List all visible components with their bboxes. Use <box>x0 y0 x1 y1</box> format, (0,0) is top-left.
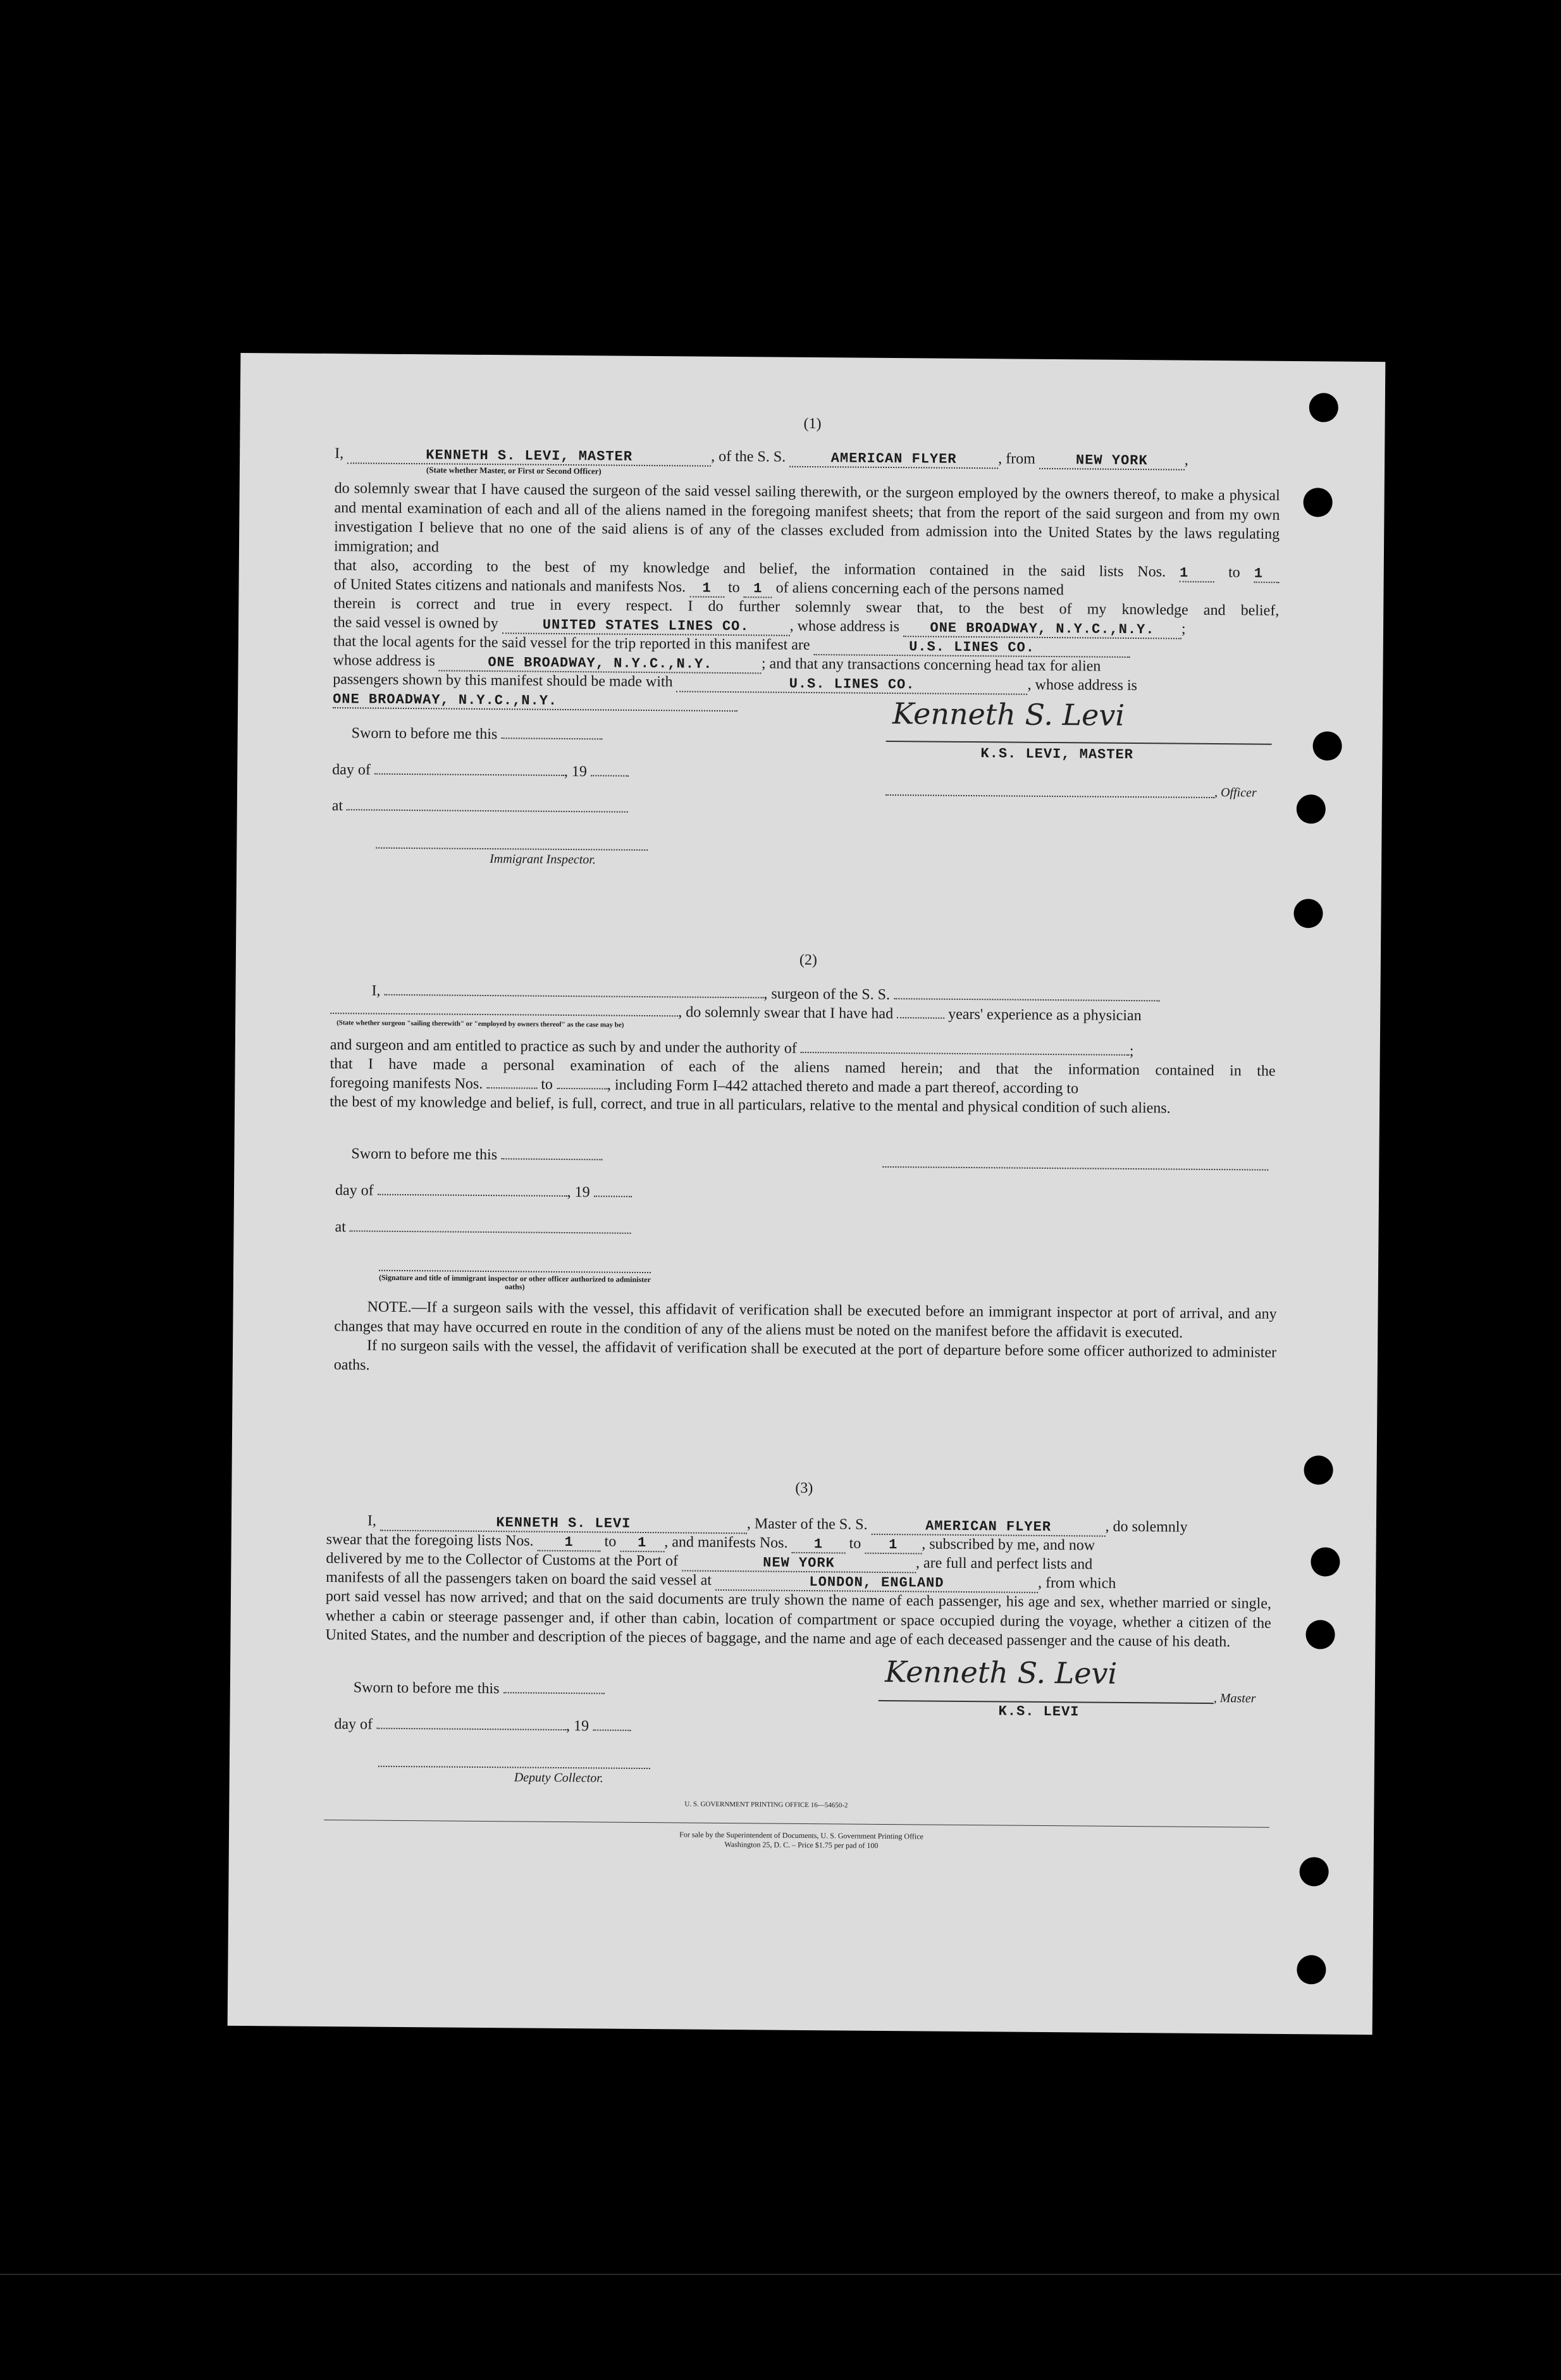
s1-headtax-line: passengers shown by this manifest should be made with U.S. LINES CO. , whose address is <box>333 671 1138 694</box>
s2-years-field <box>897 1017 944 1019</box>
footer-rule <box>324 1820 1269 1828</box>
s2-authority-field <box>801 1052 1130 1056</box>
s3-day-line: day of , 19 <box>334 1715 713 1737</box>
agents-address-field: ONE BROADWAY, N.Y.C.,N.Y. <box>439 655 762 674</box>
s2-signature-rule <box>882 1166 1268 1171</box>
s3-lists-from-field: 1 <box>537 1535 600 1552</box>
s2-at-line: at <box>335 1218 714 1240</box>
s1-agents-address-line: whose address is ONE BROADWAY, N.Y.C.,N.Y. ; and that any transactions concerning head tax for alien <box>333 652 1101 675</box>
punch-hole <box>1311 1547 1340 1576</box>
punch-hole <box>1304 1455 1333 1484</box>
s3-manifests-to-field: 1 <box>865 1538 922 1555</box>
sale-line-2: Washington 25, D. C. – Price $1.75 per pad of 100 <box>724 1840 879 1850</box>
s2-day-field <box>378 1194 567 1197</box>
s2-surgeon-name-field <box>384 994 763 999</box>
s3-origin-line: manifests of all the passengers taken on board the said vessel at LONDON, ENGLAND , from which <box>326 1568 1271 1595</box>
gpo-imprint: U. S. GOVERNMENT PRINTING OFFICE 16—54650-2 <box>684 1800 848 1810</box>
s2-year-field <box>594 1195 632 1197</box>
s1-officer-rule <box>885 794 1214 798</box>
s1-inspector-caption: Immigrant Inspector. <box>490 852 596 867</box>
s3-master-label: , Master <box>1213 1691 1256 1706</box>
s2-note: NOTE.—If a surgeon sails with the vessel, this affidavit of verification shall be executed before an immigrant inspector at port of arrival, and any changes that may have occurred en route in the condition of any of the aliens must be noted on the manifest before the affidavit is executed. If no surgeon sails with the vessel, the affidavit of verification shall be executed at the port of departure before some officer authorized to administer oaths. <box>333 1298 1277 1374</box>
s2-ship-field <box>894 998 1159 1001</box>
punch-hole <box>1297 794 1326 823</box>
s3-port-field: NEW YORK <box>682 1555 916 1573</box>
s2-surgeon-note: (State whether surgeon "sailing therewith" or "employed by owners thereof" as the case may be) <box>336 1019 624 1029</box>
agents-field: U.S. LINES CO. <box>813 639 1130 658</box>
port-field: NEW YORK <box>1039 453 1185 471</box>
s1-at-field <box>347 809 628 812</box>
punch-hole <box>1297 1955 1326 1984</box>
section-3-number: (3) <box>795 1479 813 1497</box>
headtax-address-field: ONE BROADWAY, N.Y.C.,N.Y. <box>333 692 737 712</box>
master-name-field: KENNETH S. LEVI, MASTER <box>347 447 711 467</box>
sale-line-1: For sale by the Superintendent of Documents, U. S. Government Printing Office <box>679 1830 923 1841</box>
punch-hole <box>1299 1857 1328 1886</box>
s3-lists-line: swear that the foregoing lists Nos. 1 to 1 , and manifests Nos. 1 to 1 , subscribed by me, and now <box>326 1531 1095 1554</box>
s1-inspector-rule <box>376 848 648 851</box>
s1-sworn-line: Sworn to before me this <box>352 724 731 746</box>
ship-name-field: AMERICAN FLYER <box>789 451 998 469</box>
s1-signature: Kenneth S. Levi <box>892 696 1125 732</box>
s2-manifests-from-field <box>486 1087 537 1089</box>
s1-citizens-line: of United States citizens and nationals and manifests Nos. 1 to 1 of aliens concerning each of the persons named <box>333 576 1064 599</box>
headtax-company-field: U.S. LINES CO. <box>676 675 1027 694</box>
s3-year-field <box>593 1729 631 1730</box>
s2-at-field <box>350 1230 631 1233</box>
s3-signature: Kenneth S. Levi <box>884 1654 1118 1691</box>
note-label: NOTE. <box>367 1298 412 1316</box>
s1-day-line: day of , 19 <box>332 760 712 782</box>
section-2-number: (2) <box>799 951 817 969</box>
s1-officer-label: , Officer <box>1214 786 1257 800</box>
owner-address-field: ONE BROADWAY, N.Y.C.,N.Y. <box>903 620 1182 639</box>
s2-authority-line: and surgeon and am entitled to practice as such by and under the authority of ; <box>330 1037 1134 1060</box>
s3-sworn-date-field <box>503 1692 604 1694</box>
s3-paragraph: port said vessel has now arrived; and that on the said documents are truly shown the name of each passenger, his age and sex, whether married or single, whether a cabin or steerage passenger and, if other than cabin, location of compartment or space occupied during the voyage, whether a citizen of the United States, and the number and description of the pieces of baggage, and the name and age of each deceased passenger and the cause of his death. <box>325 1588 1272 1651</box>
s1-typed-name: K.S. LEVI, MASTER <box>980 746 1134 763</box>
s2-surgeon-type-field <box>330 1013 678 1016</box>
s3-lists-to-field: 1 <box>620 1536 664 1553</box>
s3-sworn-line: Sworn to before me this <box>354 1678 733 1700</box>
punch-hole <box>1312 731 1342 760</box>
s3-delivered-line: delivered by me to the Collector of Customs at the Port of NEW YORK , are full and perfect lists and <box>326 1550 1093 1573</box>
lists-to-field: 1 <box>1254 567 1280 583</box>
s1-header-line: I, KENNETH S. LEVI, MASTER , of the S. S. AMERICAN FLYER , from NEW YORK , <box>335 444 1280 471</box>
s2-sworn-date-field <box>501 1158 602 1160</box>
s3-typed-name: K.S. LEVI <box>998 1703 1080 1720</box>
bottom-edge-line <box>0 2274 1561 2275</box>
s3-origin-field: LONDON, ENGLAND <box>715 1574 1038 1593</box>
manifest-page <box>228 353 1386 2035</box>
s2-paragraph: the best of my knowledge and belief, is full, correct, and true in all particulars, relative to the mental and physical condition of such aliens. <box>330 1094 1171 1117</box>
s2-surgeon-line: I, , surgeon of the S. S. <box>371 982 1276 1008</box>
s1-paragraph: do solemnly swear that I have caused the surgeon of the said vessel sailing therewith, or the surgeon employed by the owners thereof, to make a physical and mental examination of each and all of the aliens named in the foregoing manifest sheets; that from the report of the said surgeon and from my own investigation I believe that no one of the said aliens is of any of the classes excluded from admission into the United States by the laws regulating immigration; and <box>333 480 1280 555</box>
s3-day-field <box>376 1728 566 1730</box>
s2-examined-line: that I have made a personal examination of each of the aliens named herein; and that the information contained in the <box>330 1056 1276 1080</box>
s2-sworn-line: Sworn to before me this <box>351 1144 731 1166</box>
punch-hole <box>1303 488 1332 517</box>
s2-inspector-caption: (Signature and title of immigrant inspector or other officer authorized to administer oaths) <box>378 1273 651 1292</box>
manifests-to-field: 1 <box>744 581 772 598</box>
s1-header-note: (State whether Master, or First or Second Officer) <box>426 465 602 476</box>
s1-sworn-date-field <box>501 737 602 739</box>
punch-hole <box>1305 1620 1335 1649</box>
punch-hole <box>1293 899 1323 928</box>
section-1-number: (1) <box>803 415 822 433</box>
s1-day-field <box>374 774 564 776</box>
punch-hole <box>1309 393 1338 422</box>
s1-at-line: at <box>332 796 712 818</box>
s2-foregoing-line: foregoing manifests Nos. to , including Form I–442 attached thereto and made a part thereof, according to <box>330 1075 1079 1097</box>
s2-day-line: day of , 19 <box>335 1181 715 1203</box>
s3-ship-field: AMERICAN FLYER <box>871 1519 1105 1537</box>
manifests-from-field: 1 <box>689 581 724 598</box>
owner-field: UNITED STATES LINES CO. <box>502 617 790 636</box>
s1-agents-line: that the local agents for the said vessel for the trip reported in this manifest are U.S. LINES CO. <box>333 632 1279 659</box>
s1-owner-line: the said vessel is owned by UNITED STATES LINES CO. , whose address is ONE BROADWAY, N.Y.C.,N.Y. ; <box>333 613 1279 640</box>
s2-manifests-to-field <box>557 1088 607 1090</box>
s1-signature-rule <box>886 741 1272 745</box>
s2-experience-line: , do solemnly swear that I have had years' experience as a physician <box>330 1000 1276 1027</box>
lists-from-field: 1 <box>1180 566 1214 583</box>
s3-master-name-field: KENNETH S. LEVI <box>380 1515 747 1534</box>
s3-master-line: I, KENNETH S. LEVI , Master of the S. S. AMERICAN FLYER , do solemnly <box>367 1512 1188 1536</box>
s1-lists-line: that also, according to the best of my knowledge and belief, the information contained in the said lists Nos. 1 to 1 <box>334 556 1280 583</box>
s3-collector-rule <box>378 1766 650 1769</box>
s3-manifests-from-field: 1 <box>791 1537 845 1554</box>
s3-collector-caption: Deputy Collector. <box>514 1770 603 1785</box>
s1-therein-line: therein is correct and true in every respect. I do further solemnly swear that, to the best of my knowledge and belief, <box>333 595 1280 619</box>
s1-year-field <box>591 775 629 776</box>
